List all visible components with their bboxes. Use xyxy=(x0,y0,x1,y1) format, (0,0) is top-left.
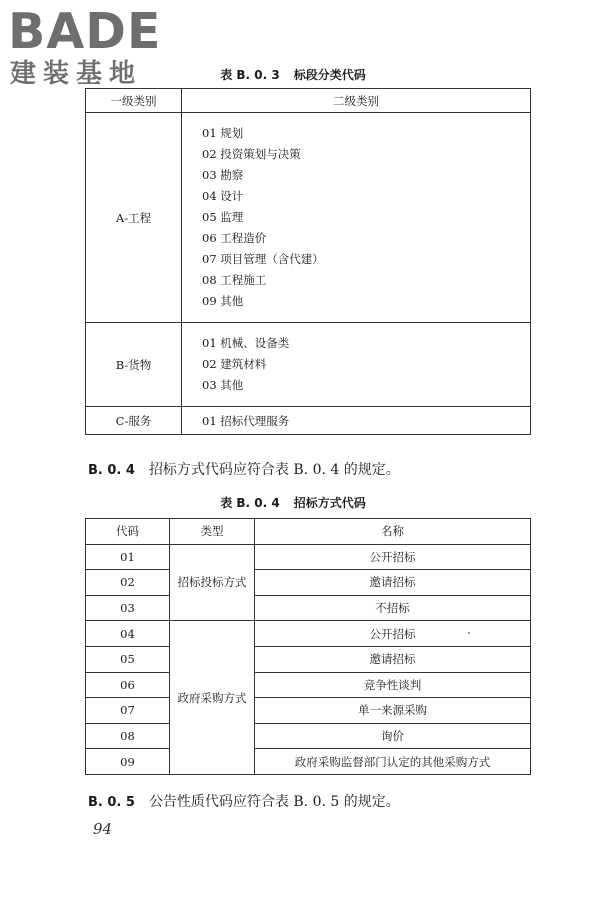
table-header-row xyxy=(86,519,531,545)
list-item: 06 工程造价 xyxy=(202,231,267,245)
list-item: 09 其他 xyxy=(202,294,244,308)
table-row xyxy=(86,407,531,435)
name-cell: 政府采购监督部门认定的其他采购方式 xyxy=(255,749,531,775)
table-row xyxy=(86,570,531,596)
category-cell: A-工程 xyxy=(86,113,182,323)
tender-method-table xyxy=(85,518,531,775)
header-cell: 名称 xyxy=(255,519,531,545)
table-row xyxy=(86,595,531,621)
table-row xyxy=(86,723,531,749)
table-header-row xyxy=(86,89,531,113)
table1-title: 标段分类代码 xyxy=(293,68,366,82)
name-cell: 单一来源采购 xyxy=(255,698,531,724)
name-cell: 公开招标 xyxy=(255,544,531,570)
name-cell: 竞争性谈判 xyxy=(255,672,531,698)
code-cell: 04 xyxy=(86,621,170,647)
table-row xyxy=(86,323,531,407)
header-cell: 二级类别 xyxy=(182,89,531,113)
watermark-brand: BADE xyxy=(8,3,162,60)
table-row xyxy=(86,672,531,698)
table-row xyxy=(86,621,531,647)
watermark-subtitle: 建装基地 xyxy=(10,59,143,89)
type-cell: 政府采购方式 xyxy=(170,621,255,775)
code-cell: 01 xyxy=(86,544,170,570)
header-cell: 类型 xyxy=(170,519,255,545)
name-cell: 邀请招标 xyxy=(255,570,531,596)
code-cell: 08 xyxy=(86,723,170,749)
list-item: 07 项目管理（含代建） xyxy=(202,252,324,266)
name-cell: 邀请招标 xyxy=(255,646,531,672)
table2-label: 表 B. 0. 4 xyxy=(220,496,280,510)
code-cell: 06 xyxy=(86,672,170,698)
subcategory-list xyxy=(182,407,531,435)
name-cell: 公开招标 xyxy=(255,621,531,647)
code-cell: 05 xyxy=(86,646,170,672)
code-cell: 03 xyxy=(86,595,170,621)
category-cell: C-服务 xyxy=(86,407,182,435)
clause-b04 xyxy=(88,459,400,479)
clause-number: B. 0. 5 xyxy=(88,795,135,810)
table2-title: 招标方式代码 xyxy=(293,496,366,510)
subcategory-list xyxy=(182,113,531,323)
table1-caption xyxy=(0,66,600,83)
header-cell: 代码 xyxy=(86,519,170,545)
table-row xyxy=(86,698,531,724)
header-cell: 一级类别 xyxy=(86,89,182,113)
list-item: 01 机械、设备类 xyxy=(202,336,290,350)
page-number: 94 xyxy=(93,820,113,838)
list-item: 02 建筑材料 xyxy=(202,357,267,371)
clause-b05 xyxy=(88,791,400,811)
table-row xyxy=(86,749,531,775)
list-item: 02 投资策划与决策 xyxy=(202,147,301,161)
table-row xyxy=(86,113,531,323)
section-code-table xyxy=(85,88,531,435)
list-item: 04 设计 xyxy=(202,189,244,203)
list-item: 03 勘察 xyxy=(202,168,244,182)
list-item: 08 工程施工 xyxy=(202,273,267,287)
name-cell: 询价 xyxy=(255,723,531,749)
clause-number: B. 0. 4 xyxy=(88,463,135,478)
clause-text: 公告性质代码应符合表 B. 0. 5 的规定。 xyxy=(148,794,400,810)
code-cell: 07 xyxy=(86,698,170,724)
name-cell: 不招标 xyxy=(255,595,531,621)
clause-text: 招标方式代码应符合表 B. 0. 4 的规定。 xyxy=(148,462,400,478)
scan-speck xyxy=(468,632,470,634)
table-row xyxy=(86,646,531,672)
code-cell: 09 xyxy=(86,749,170,775)
subcategory-list xyxy=(182,323,531,407)
code-cell: 02 xyxy=(86,570,170,596)
table-row xyxy=(86,544,531,570)
category-cell: B-货物 xyxy=(86,323,182,407)
list-item: 03 其他 xyxy=(202,378,244,392)
list-item: 01 招标代理服务 xyxy=(202,413,290,428)
list-item: 05 监理 xyxy=(202,210,244,224)
table1-label: 表 B. 0. 3 xyxy=(220,68,280,82)
table2-caption xyxy=(0,494,600,511)
list-item: 01 规划 xyxy=(202,126,244,140)
type-cell: 招标投标方式 xyxy=(170,544,255,621)
